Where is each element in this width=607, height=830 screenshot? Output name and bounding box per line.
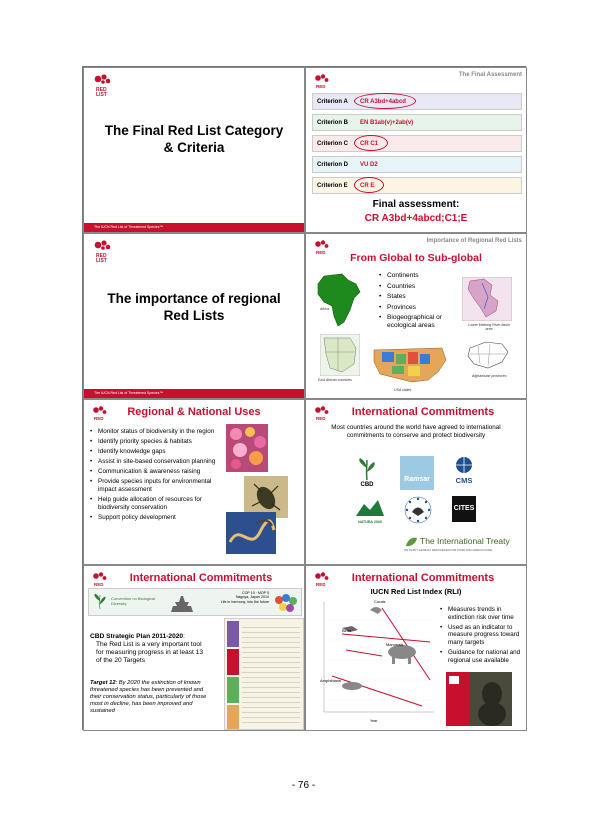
cbd-leaf-icon [354,456,380,482]
plan-text: The Red List is a very important tool for measuring progress in at least 13 of the 20 Targets [96,641,204,664]
bullet-item: • Used as an indicator to measure progress toward many targets [440,624,526,647]
svg-text:RED: RED [316,84,326,89]
final-assessment-label: Final assessment: [372,199,460,210]
slide-title: From Global to Sub-global [350,252,482,264]
svg-text:RED: RED [316,416,326,421]
slide-title-line-2: Red Lists [163,308,225,323]
coral-photo-icon [226,424,268,472]
criterion-label: Criterion E [317,183,348,189]
criterion-row [312,177,522,194]
bullet-item: • Monitor status of biodiversity in the region [90,428,220,436]
banner-right-line: Nagoya, Japan 2010 [235,595,269,600]
mekong-map-icon [462,277,512,321]
slide-corner-title: The Final Assessment [458,72,522,78]
bullet-item: • States [379,293,469,301]
slide-title: International Commitments [129,572,273,584]
cms-label: CMS [455,476,473,485]
final-assessment-value: CR A3bd+4abcd;C1;E [364,213,468,224]
svg-text:LIST: LIST [96,92,107,97]
cbd-label: CBD [360,482,374,488]
target-label: Target 12 [90,680,116,686]
map-caption: Afghanistan provinces [472,374,507,378]
slide-corner-title: Importance of Regional Red Lists [426,238,522,244]
bullet-item: • Guidance for national and regional use available [440,649,526,664]
banner-right-line: Life in harmony, into the future [220,599,269,604]
afghanistan-map-icon [466,338,512,372]
chart-label-corals: Corals [374,599,386,604]
bullet-list [90,428,220,524]
criterion-row [312,114,522,131]
bullet-item: • Biogeographical or ecological areas [379,314,469,330]
map-caption: USA states [394,388,412,392]
criterion-label: Criterion B [317,120,349,126]
slide-cbd-strategic-plan [83,565,305,731]
criterion-value: EN B1ab(v)+2ab(v) [360,120,414,126]
poster-band [227,649,239,675]
svg-text:RED: RED [94,582,104,587]
svg-text:RED: RED [96,253,107,259]
criterion-value: VU D2 [360,162,378,168]
bullet-item: • Assist in site-based conservation planning [90,458,220,466]
map-caption: Lower Mekong River basin area [468,323,510,331]
report-cover-icon [446,672,512,726]
chart-xlabel: Year [370,719,378,723]
slide-title: International Commitments [351,572,495,584]
cites-logo: CITES [452,496,476,522]
bullet-item: • Measures trends in extinction risk over time [440,606,526,621]
poster-band [227,677,239,703]
bullet-item: • Identify knowledge gaps [90,448,220,456]
slide-title-line-1: The Final Red List Category [104,123,284,138]
slide-regional-importance [83,233,305,399]
slide-regional-national-uses [83,399,305,565]
rli-chart [312,598,438,726]
criterion-label: Criterion C [317,141,349,147]
cms-globe-icon [452,456,476,474]
natura-2000-icon [354,498,386,520]
svg-text:LIST: LIST [96,258,107,263]
bullet-item: • Help guide allocation of resources for biodiversity conservation [90,496,220,511]
bullet-list [379,272,469,333]
bullet-item: • Countries [379,283,469,291]
stars-circle-icon [404,496,432,524]
castle-icon [161,592,203,614]
bullet-item: • Provinces [379,304,469,312]
slide-subtitle: IUCN Red List Index (RLI) [370,587,462,596]
slide-footer: The IUCN Red List of Threatened Species™ [84,223,304,232]
highlight-oval [354,177,384,193]
svg-text:RED: RED [94,416,104,421]
target-text: : By 2020 the extinction of known threatened species has been prevented and their conservation status, particularly of those most in decline, has been improved and sustained [90,680,207,714]
red-list-logo-icon [90,239,112,263]
snake-photo-icon [226,512,276,554]
natura-label: NATURA 2000 [358,520,382,524]
chart-label-birds: Birds [342,628,352,633]
criterion-value: CR E [360,183,375,189]
ramsar-logo: Ramsar [400,456,434,490]
slide-final-category [83,67,305,233]
slide-page [82,66,526,730]
poster-band [227,705,239,729]
page-number: - 76 - [291,780,316,791]
banner-right-text [213,591,269,604]
treaty-leaf-icon [404,536,418,548]
plan-title: CBD Strategic Plan 2011-2020 [90,633,184,640]
criterion-value: CR C1 [360,141,379,147]
slide-red-list-index [305,565,527,731]
svg-text:RED: RED [316,582,326,587]
bullet-item: • Continents [379,272,469,280]
plan-block: CBD Strategic Plan 2011-2020: The Red List is a very important tool for measuring progress in at least 13 of the 20 Targets [90,633,208,665]
poster-band [227,621,239,647]
banner-left-text: Convention on Biological Diversity [111,596,156,606]
red-list-logo-icon [312,73,330,91]
bullet-item: • Provide species inputs for environmental impact assessment [90,478,220,493]
slide-final-assessment [305,67,527,233]
criterion-label: Criterion D [317,162,349,168]
targets-poster [224,618,304,730]
cbd-leaf-icon [91,593,109,611]
slide-global-to-subglobal [305,233,527,399]
slide-title-line-1: The importance of regional [107,291,281,306]
bullet-list [440,606,526,667]
criterion-value: CR A3bd+4abcd [360,99,406,105]
highlight-oval [354,93,416,109]
slide-body-text: Most countries around the world have agreed to international commitments to conserve and protect biodiversity [331,424,501,439]
svg-text:RED: RED [316,250,326,255]
africa-map-icon [314,272,362,328]
criterion-label: Criterion A [317,99,348,105]
criterion-row [312,156,522,173]
map-caption: Africa [320,307,329,311]
map-caption: East African countries [318,378,352,382]
svg-text:RED: RED [96,87,107,93]
red-list-logo-icon [90,73,112,97]
usa-map-icon [372,344,448,386]
slide-title-line-2: & Criteria [163,140,225,155]
slide-title: International Commitments [351,406,495,418]
bullet-item: • Communication & awareness raising [90,468,220,476]
bullet-item: • Support policy development [90,514,220,522]
slide-footer: The IUCN Red List of Threatened Species™ [84,389,304,398]
treaty-subtitle: ON PLANT GENETIC RESOURCES FOR FOOD AND AGRICULTURE [404,548,493,552]
chart-label-amphibians: Amphibians [320,678,341,683]
slide-title: Regional & National Uses [127,406,261,418]
east-africa-map-icon [320,334,360,376]
chart-label-mammals: Mammals [386,642,404,647]
treaty-label: The International Treaty [420,536,510,546]
slide-international-commitments [305,399,527,565]
cop10-logo-icon [273,592,299,614]
bullet-item: • Identify priority species & habitats [90,438,220,446]
cbd-banner [88,588,302,616]
banner-right-line: COP 10 · MOP 5 [241,591,269,595]
criterion-row [312,135,522,152]
poster-text-lines [242,623,300,727]
target-block [90,680,212,715]
highlight-oval [354,135,388,151]
criterion-row [312,93,522,110]
